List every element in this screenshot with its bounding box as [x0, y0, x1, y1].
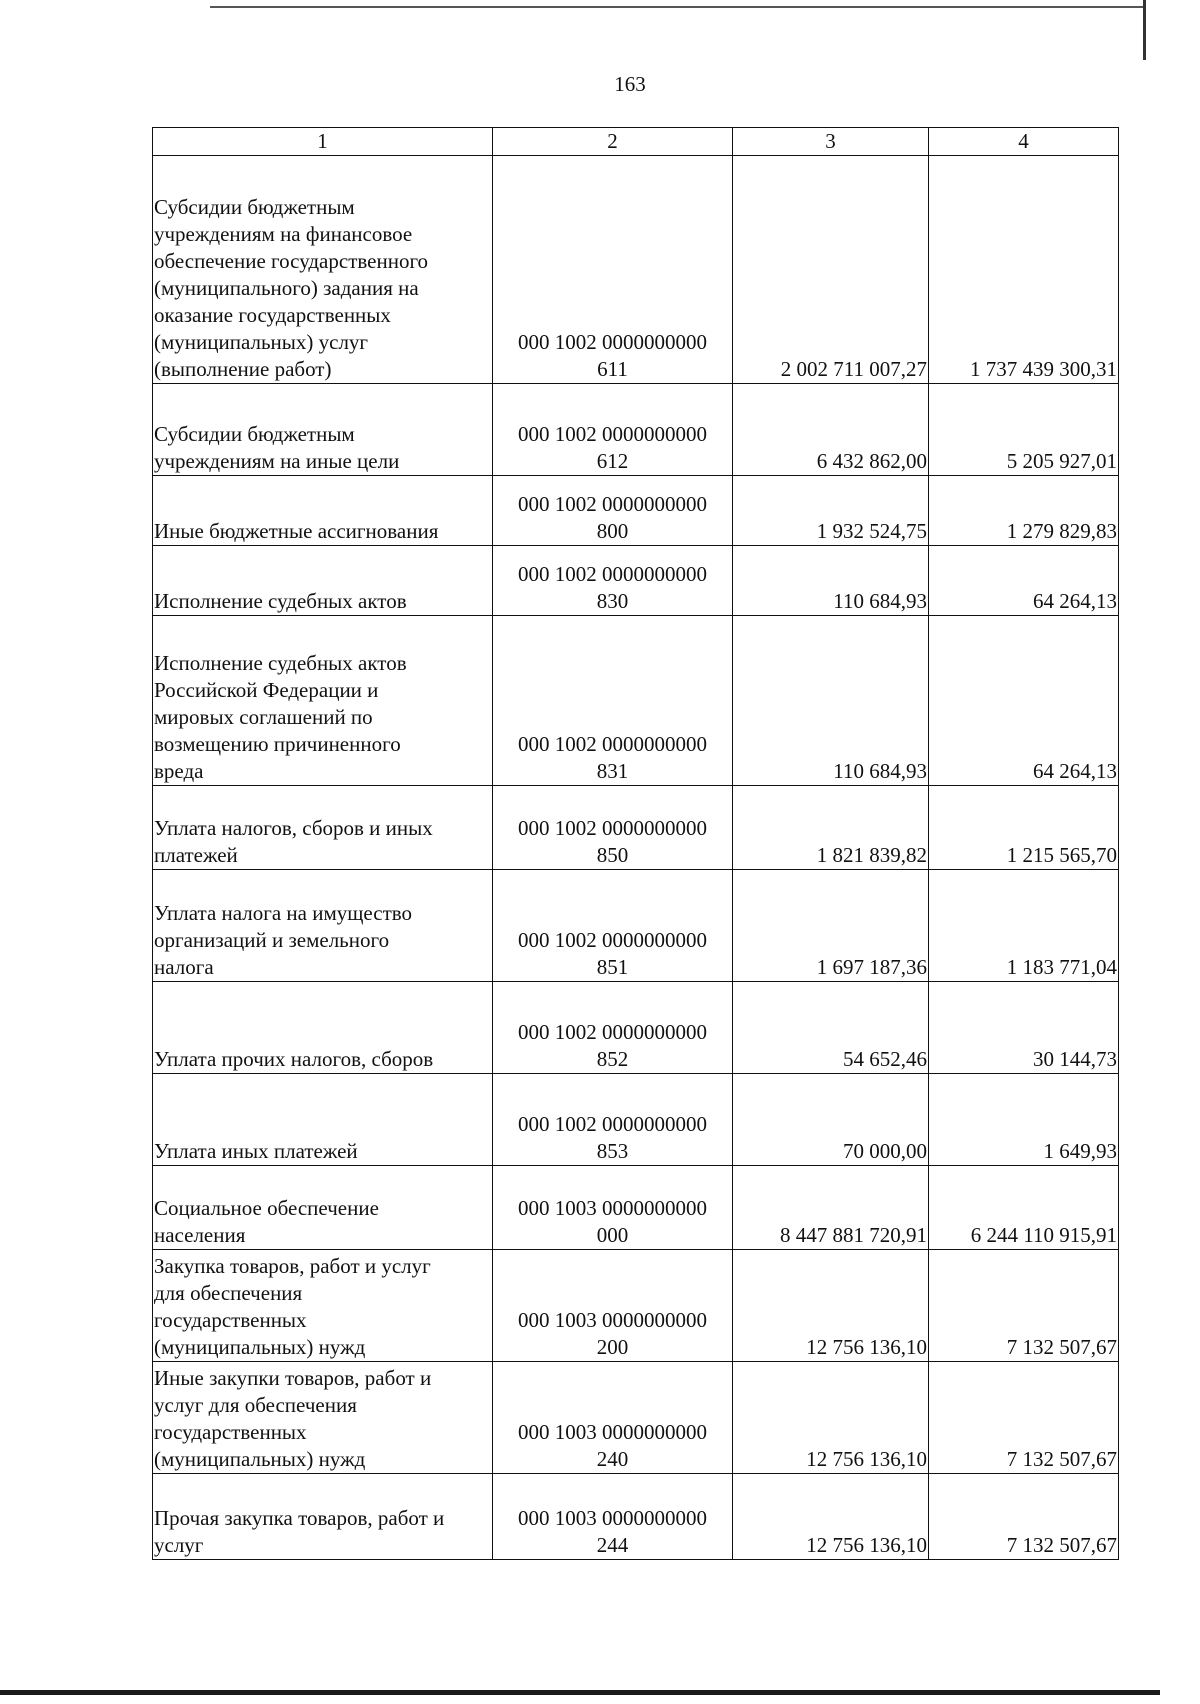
row-value-3: 1 697 187,36 [733, 870, 929, 982]
table-row [153, 1250, 1119, 1362]
row-code: 000 1002 0000000000 612 [493, 384, 733, 476]
row-value-3: 12 756 136,10 [733, 1250, 929, 1362]
scan-border-bottom [0, 1690, 1160, 1695]
header-col-3: 3 [733, 128, 929, 156]
row-value-3: 12 756 136,10 [733, 1474, 929, 1560]
table-row [153, 476, 1119, 546]
row-name: Иные закупки товаров, работ и услуг для обеспечения государственных (муниципальных) нужд [153, 1362, 493, 1474]
row-value-4: 7 132 507,67 [929, 1362, 1119, 1474]
row-value-4: 30 144,73 [929, 982, 1119, 1074]
table-row [153, 982, 1119, 1074]
row-name: Исполнение судебных актов [153, 546, 493, 616]
row-value-4: 6 244 110 915,91 [929, 1166, 1119, 1250]
row-name: Субсидии бюджетным учреждениям на финансовое обеспечение государственного (муниципального) задания на оказание государственных (муниципальных) услуг (выполнение работ) [153, 156, 493, 384]
row-name: Закупка товаров, работ и услуг для обеспечения государственных (муниципальных) нужд [153, 1250, 493, 1362]
row-value-4: 1 279 829,83 [929, 476, 1119, 546]
header-col-2: 2 [493, 128, 733, 156]
row-value-4: 7 132 507,67 [929, 1474, 1119, 1560]
row-code: 000 1003 0000000000 244 [493, 1474, 733, 1560]
row-value-4: 1 649,93 [929, 1074, 1119, 1166]
table-row [153, 1166, 1119, 1250]
row-name: Уплата иных платежей [153, 1074, 493, 1166]
row-code: 000 1002 0000000000 830 [493, 546, 733, 616]
row-code: 000 1003 0000000000 000 [493, 1166, 733, 1250]
page-number: 163 [614, 72, 646, 96]
row-name: Уплата налогов, сборов и иных платежей [153, 786, 493, 870]
row-value-3: 54 652,46 [733, 982, 929, 1074]
header-col-4: 4 [929, 128, 1119, 156]
row-code: 000 1002 0000000000 611 [493, 156, 733, 384]
header-col-1: 1 [153, 128, 493, 156]
row-value-3: 110 684,93 [733, 616, 929, 786]
table-row [153, 546, 1119, 616]
row-value-4: 1 215 565,70 [929, 786, 1119, 870]
row-code: 000 1002 0000000000 851 [493, 870, 733, 982]
table-row [153, 156, 1119, 384]
row-value-4: 5 205 927,01 [929, 384, 1119, 476]
row-name: Исполнение судебных актов Российской Федерации и мировых соглашений по возмещению причиненного вреда [153, 616, 493, 786]
row-code: 000 1003 0000000000 240 [493, 1362, 733, 1474]
table-row [153, 786, 1119, 870]
row-value-3: 110 684,93 [733, 546, 929, 616]
row-value-4: 64 264,13 [929, 616, 1119, 786]
row-code: 000 1002 0000000000 850 [493, 786, 733, 870]
row-name: Уплата прочих налогов, сборов [153, 982, 493, 1074]
row-value-3: 1 821 839,82 [733, 786, 929, 870]
row-code: 000 1002 0000000000 800 [493, 476, 733, 546]
table-row [153, 616, 1119, 786]
row-value-3: 8 447 881 720,91 [733, 1166, 929, 1250]
row-value-3: 1 932 524,75 [733, 476, 929, 546]
row-code: 000 1002 0000000000 853 [493, 1074, 733, 1166]
table-row [153, 384, 1119, 476]
row-value-3: 6 432 862,00 [733, 384, 929, 476]
row-value-3: 2 002 711 007,27 [733, 156, 929, 384]
table-row [153, 870, 1119, 982]
row-value-4: 1 737 439 300,31 [929, 156, 1119, 384]
scan-border-right [1143, 0, 1146, 60]
row-value-3: 12 756 136,10 [733, 1362, 929, 1474]
table-header-row [153, 128, 1119, 156]
row-name: Субсидии бюджетным учреждениям на иные цели [153, 384, 493, 476]
row-name: Иные бюджетные ассигнования [153, 476, 493, 546]
table-row [153, 1362, 1119, 1474]
row-value-4: 64 264,13 [929, 546, 1119, 616]
row-value-4: 7 132 507,67 [929, 1250, 1119, 1362]
row-name: Уплата налога на имущество организаций и земельного налога [153, 870, 493, 982]
row-name: Прочая закупка товаров, работ и услуг [153, 1474, 493, 1560]
row-code: 000 1002 0000000000 831 [493, 616, 733, 786]
row-name: Социальное обеспечение населения [153, 1166, 493, 1250]
table-row [153, 1474, 1119, 1560]
row-value-3: 70 000,00 [733, 1074, 929, 1166]
budget-table [152, 127, 1119, 1560]
table-row [153, 1074, 1119, 1166]
row-code: 000 1002 0000000000 852 [493, 982, 733, 1074]
scan-border-top [210, 6, 1145, 8]
row-code: 000 1003 0000000000 200 [493, 1250, 733, 1362]
row-value-4: 1 183 771,04 [929, 870, 1119, 982]
